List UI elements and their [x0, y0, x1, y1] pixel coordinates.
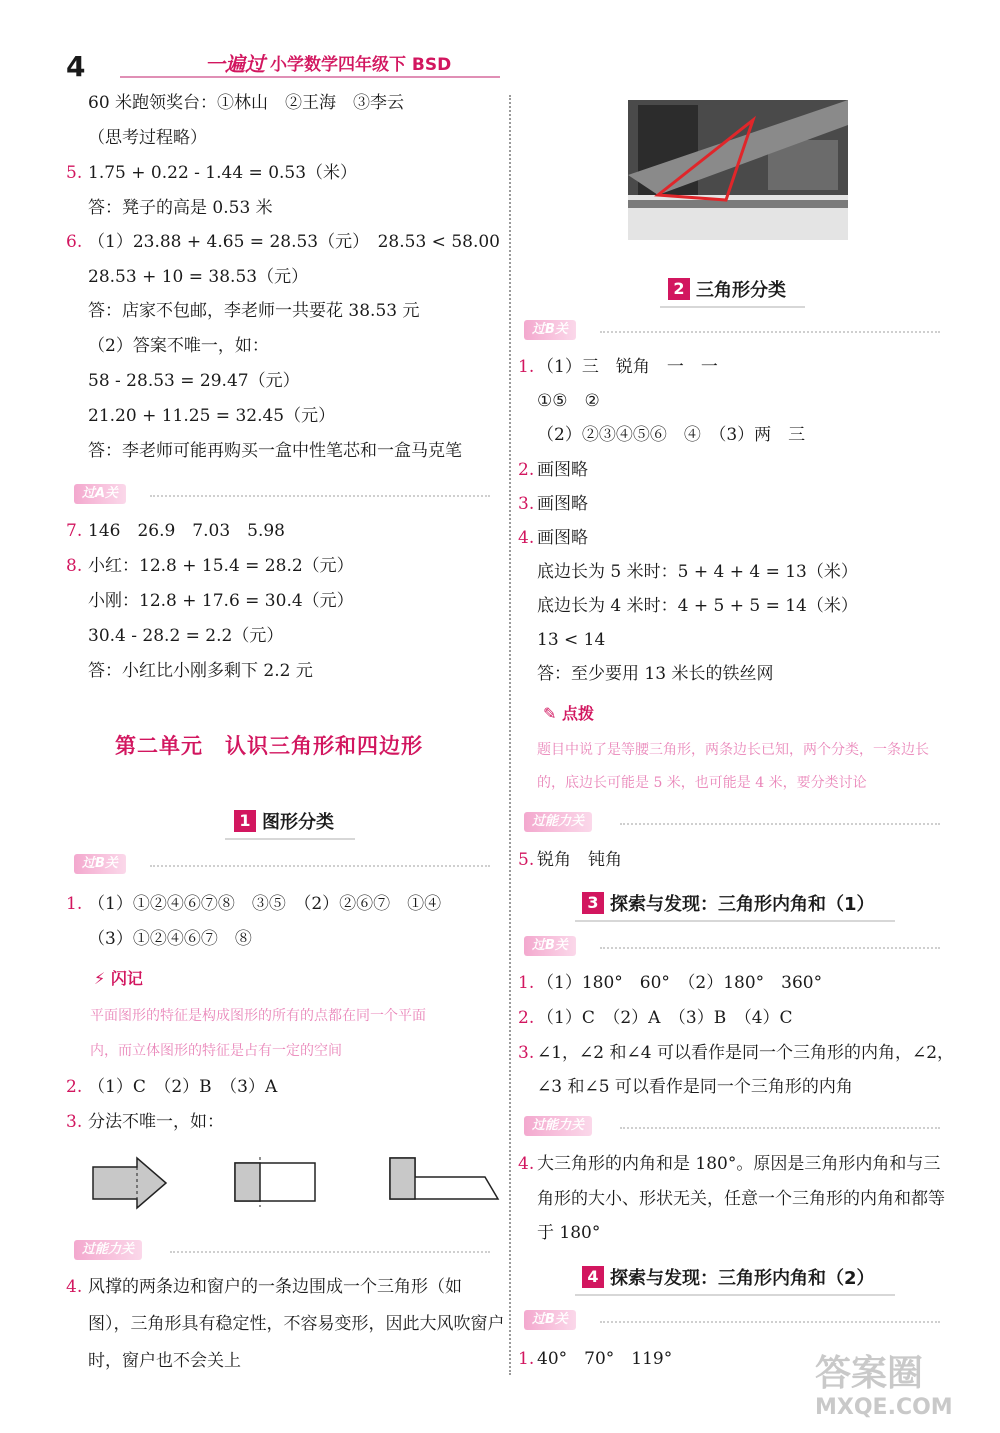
section-tag: 过能力关: [74, 1240, 142, 1260]
answer-line: 画图略: [537, 460, 588, 480]
section-tag: 过B关: [74, 854, 126, 874]
watermark-logo: 答案圈: [815, 1353, 924, 1394]
section-underline: [575, 920, 895, 922]
answer-line: （1）C （2）B （3）A: [88, 1077, 278, 1097]
answer-line: 146 26.9 7.03 5.98: [88, 521, 286, 541]
section-heading: [582, 1264, 875, 1290]
note-text: 的，底边长可能是 5 米，也可能是 4 米，要分类讨论: [537, 775, 867, 791]
answer-line: 大三角形的内角和是 180°。原因是三角形内角和与三: [537, 1154, 941, 1174]
question-number: 7.: [66, 521, 83, 541]
tag-divider: [600, 947, 940, 949]
section-heading: [582, 890, 875, 916]
question-number: 1.: [518, 357, 535, 377]
arrow-shape: [93, 1158, 166, 1208]
question-number: 1.: [518, 1349, 535, 1369]
note-text: 题目中说了是等腰三角形，两条边长已知，两个分类，一条边长: [537, 742, 929, 758]
answer-line: 底边长为 4 米时：4 + 5 + 5 = 14（米）: [537, 596, 858, 616]
answer-line: 30.4 - 28.2 = 2.2（元）: [88, 626, 284, 646]
answer-line: ∠3 和∠5 可以看作是同一个三角形的内角: [537, 1077, 853, 1097]
note-text: 平面图形的特征是构成图形的所有的点都在同一个平面: [90, 1008, 426, 1024]
answer-line: 40° 70° 119°: [537, 1349, 673, 1369]
answer-line: （1）23.88 + 4.65 = 28.53（元） 28.53 < 58.00: [88, 232, 500, 252]
answer-line: 画图略: [537, 494, 588, 514]
answer-line: 分法不唯一，如：: [88, 1112, 224, 1132]
answer-line: 画图略: [537, 528, 588, 548]
answer-line: 锐角 钝角: [537, 850, 622, 870]
section-tag: 过能力关: [524, 812, 592, 832]
answer-line: 答：小红比小刚多剩下 2.2 元: [88, 661, 313, 681]
answer-line: 13 < 14: [537, 630, 606, 650]
answer-line: （1）①②④⑥⑦⑧ ③⑤ （2）②⑥⑦ ①④: [88, 894, 442, 914]
answer-line: 底边长为 5 米时：5 + 4 + 4 = 13（米）: [537, 562, 858, 582]
brand-logo: 一遍过: [205, 52, 265, 76]
tag-divider: [600, 1321, 940, 1323]
answer-line: 58 - 28.53 = 29.47（元）: [88, 371, 300, 391]
pencil-icon: ✎: [543, 704, 557, 723]
tag-divider: [150, 865, 490, 867]
answer-line: 时，窗户也不会关上: [88, 1351, 241, 1371]
section-tag: 过能力关: [524, 1116, 592, 1136]
tag-divider: [620, 1127, 940, 1129]
section-tag: 过B关: [524, 1310, 576, 1330]
question-number: 3.: [518, 494, 535, 514]
section-tag: 过B关: [524, 320, 576, 340]
combined-shape: [390, 1158, 498, 1199]
answer-line: 60 米跑领奖台：①林山 ②王海 ③李云: [88, 93, 405, 113]
question-number: 1.: [518, 973, 535, 993]
answer-line: ①⑤ ②: [537, 391, 600, 411]
section-underline: [575, 1294, 895, 1296]
shape-figures: [90, 1155, 510, 1215]
answer-line: 28.53 + 10 = 38.53（元）: [88, 267, 309, 287]
question-number: 6.: [66, 232, 83, 252]
section-title: 探索与发现：三角形内角和（2）: [610, 1268, 875, 1289]
answer-line: （1）三 锐角 一 一: [537, 357, 718, 377]
note-heading: ✎ 点拨: [543, 704, 594, 723]
tag-divider: [620, 823, 940, 825]
answer-line: （思考过程略）: [88, 128, 207, 148]
answer-line: 答：店家不包邮，李老师一共要花 38.53 元: [88, 301, 420, 321]
question-number: 3.: [518, 1043, 535, 1063]
answer-line: 角形的大小、形状无关，任意一个三角形的内角和都等: [537, 1189, 945, 1209]
answer-line: 答：至少要用 13 米长的铁丝网: [537, 664, 774, 684]
note-heading: ⚡ 闪记: [94, 969, 143, 988]
question-number: 3.: [66, 1112, 83, 1132]
answer-line: （2）②③④⑤⑥ ④ （3）两 三: [537, 425, 806, 445]
flash-icon: ⚡: [94, 969, 106, 988]
question-number: 2.: [66, 1077, 83, 1097]
answer-line: （1）180° 60° （2）180° 360°: [537, 973, 823, 993]
section-tag: 过A关: [74, 484, 126, 504]
question-number: 2.: [518, 460, 535, 480]
section-title: 三角形分类: [696, 280, 786, 301]
page-number: 4: [66, 50, 86, 83]
answer-line: 21.20 + 11.25 = 32.45（元）: [88, 406, 336, 426]
section-number: 4: [582, 1266, 604, 1288]
tag-divider: [600, 331, 940, 333]
question-number: 2.: [518, 1008, 535, 1028]
section-title: 图形分类: [262, 812, 334, 833]
section-heading: [234, 808, 334, 834]
question-number: 1.: [66, 894, 83, 914]
answer-line: 1.75 + 0.22 - 1.44 = 0.53（米）: [88, 163, 358, 183]
answer-line: ∠1，∠2 和∠4 可以看作是同一个三角形的内角，∠2，: [537, 1043, 955, 1063]
question-number: 4.: [518, 1154, 535, 1174]
section-title: 探索与发现：三角形内角和（1）: [610, 894, 875, 915]
rectangle-shape: [235, 1157, 315, 1207]
section-heading: [668, 276, 786, 302]
section-tag: 过B关: [524, 936, 576, 956]
answer-line: 小刚：12.8 + 17.6 = 30.4（元）: [88, 591, 354, 611]
section-underline: [660, 306, 805, 308]
watermark-url: MXQE.COM: [815, 1395, 953, 1420]
answer-line: （1）C （2）A （3）B （4）C: [537, 1008, 793, 1028]
window-brace-illustration: [628, 100, 848, 240]
question-number: 4.: [66, 1277, 83, 1297]
header-rule: [120, 76, 500, 78]
section-number: 2: [668, 278, 690, 300]
answer-line: 于 180°: [537, 1223, 601, 1243]
tag-divider: [150, 495, 490, 497]
window-photo: [628, 100, 848, 240]
unit-title: 第二单元 认识三角形和四边形: [115, 734, 423, 758]
section-underline: [225, 838, 355, 840]
tag-divider: [170, 1251, 490, 1253]
book-title: 小学数学四年级下 BSD: [270, 55, 452, 75]
question-number: 5.: [66, 163, 83, 183]
note-text: 内，而立体图形的特征是占有一定的空间: [90, 1043, 342, 1059]
answer-line: 风撑的两条边和窗户的一条边围成一个三角形（如: [88, 1277, 462, 1297]
answer-line: （3）①②④⑥⑦ ⑧: [88, 929, 252, 949]
answer-line: 图），三角形具有稳定性，不容易变形，因此大风吹窗户: [88, 1314, 505, 1334]
answer-line: 答：李老师可能再购买一盒中性笔芯和一盒马克笔: [88, 441, 462, 461]
section-number: 3: [582, 892, 604, 914]
answer-line: 小红：12.8 + 15.4 = 28.2（元）: [88, 556, 354, 576]
section-number: 1: [234, 810, 256, 832]
question-number: 4.: [518, 528, 535, 548]
answer-line: （2）答案不唯一，如：: [88, 336, 269, 356]
question-number: 8.: [66, 556, 83, 576]
question-number: 5.: [518, 850, 535, 870]
answer-line: 答：凳子的高是 0.53 米: [88, 198, 273, 218]
